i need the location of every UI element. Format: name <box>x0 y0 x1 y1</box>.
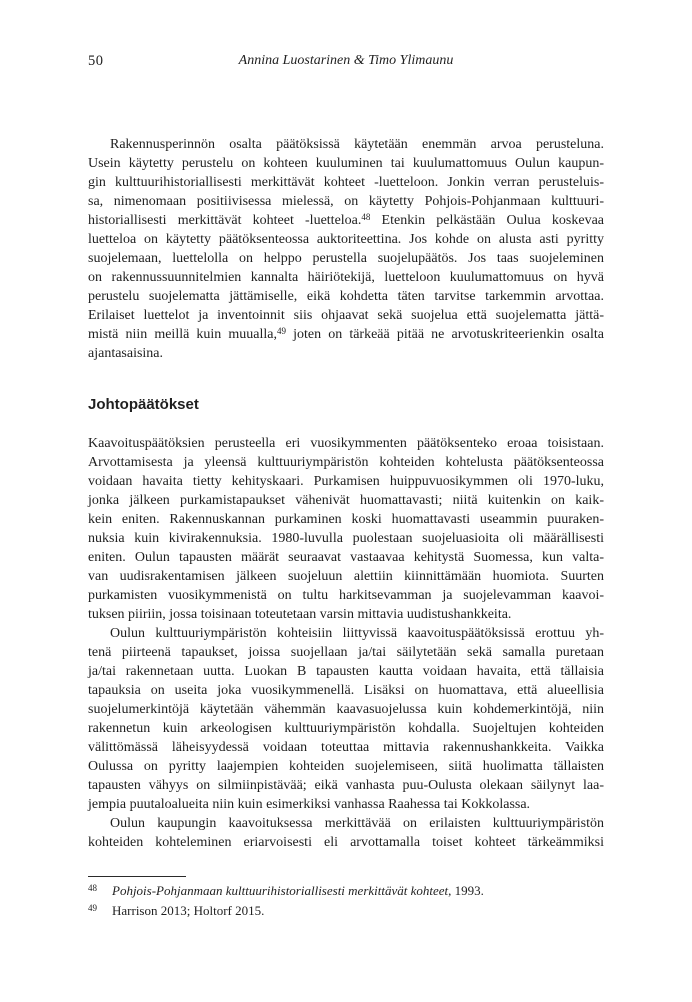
footnote <box>88 901 604 921</box>
text-line: Kaavoituspäätöksien perusteella eri vuosikymmenten päätöksenteko eroaa toisistaan. <box>88 436 604 451</box>
paragraph <box>88 814 604 852</box>
running-title: Annina Luostarinen & Timo Ylimaunu <box>238 53 454 68</box>
paragraph <box>88 434 604 624</box>
text-line: luetteloa on käytetty päätöksenteossa auktoriteettina. Jos kohde on alusta asti pyritty <box>88 232 604 247</box>
text-line: tapausten vähyys on silmiinpistävää; eikä vanhasta puu-Oulusta olekaan säilynyt laa- <box>88 778 604 793</box>
section-heading: Johtopäätökset <box>88 396 199 413</box>
text-line: kein eniten. Rakennuskannan purkaminen koski huomattavasti useammin puuraken- <box>88 512 604 527</box>
text-line: Erilaiset luettelot ja inventoinnit siis ohjaavat sekä suojelua että suojelematta jättä- <box>88 308 604 323</box>
body-text <box>88 135 604 852</box>
footnote-number: 48 <box>88 883 97 893</box>
text-line: ja/tai rakennetaan uutta. Luokan B tapausten kautta voidaan havaita, että tällaisia <box>88 664 604 679</box>
footnote-text: Pohjois-Pohjanmaan kulttuurihistoriallisesti merkittävät kohteet, 1993. <box>112 883 484 898</box>
footnote-number: 49 <box>88 903 97 913</box>
text-line: nuksia kuin kivirakennuksia. 1980-luvulla puolestaan suojeluasioita oli määrällisesti <box>88 531 604 546</box>
text-line: tapauksia on useita joka vuosikymmenellä. Lisäksi on huomattava, että alueellisia <box>88 683 604 698</box>
text-line: purkamisten vuosikymmenistä on tultu harkitsevamman ja suojelevamman kaavoi- <box>88 588 604 603</box>
page-header <box>88 52 604 70</box>
text-line: on rakennussuunnitelmien kannalta häiriötekijä, luetteloon kuulumattomuus on hyvä <box>88 270 604 285</box>
text-line: perustelu suojelematta jättämiselle, eikä kohdetta täten tarvitse tarkemmin arvottaa. <box>88 289 604 304</box>
text-line: suojelumerkintöjä käytetään vähemmän kaavasuojelussa kuin kohdemerkintöjä, niin <box>88 702 604 717</box>
page-number: 50 <box>88 53 104 69</box>
text-line: kohteiden kohteleminen eriarvoisesti eli arvottamalla toiset kohteet tärkeämmiksi <box>88 835 604 850</box>
text-line: Oulun kaupungin kaavoituksessa merkittävää on erilaisten kulttuuriympäristön <box>110 816 604 831</box>
text-line: rakennetun kuin arkeologisen kulttuuriympäristön kohdalla. Suojeltujen kohteiden <box>88 721 604 736</box>
text-line: välittömässä läheisyydessä voidaan toteuttaa mittavia rakennushankkeita. Vaikka <box>88 740 604 755</box>
text-line: Usein käytetty perustelu on kohteen kuuluminen tai kuulumattomuus Oulun kaupun- <box>88 156 604 171</box>
footnote <box>88 881 604 901</box>
text-line: Oulussa on pyritty laajempien kohteiden suojelemiseen, siitä huolimatta tällaisten <box>88 759 604 774</box>
footnote-separator <box>88 876 186 877</box>
paragraph <box>88 135 604 363</box>
text-line: gin kulttuurihistoriallisesti merkittävät kohteet -luetteloon. Jonkin verran perusteluis- <box>88 175 604 190</box>
footnote-marker: 49 <box>277 326 287 336</box>
text-line: sa, nimenomaan positiivisessa mielessä, on käytetty Pohjois-Pohjanmaan kulttuuri- <box>88 194 604 209</box>
text-line: eniten. Oulun tapausten määrät seuraavat vastaavaa kehitystä Suomessa, kun valta- <box>88 550 604 565</box>
text-line: voidaan havaita tietty kehityskaari. Purkamisen huippuvuosikymmen oli 1970-luku, <box>88 474 604 489</box>
text-line: Oulun kulttuuriympäristön kohteisiin liittyvissä kaavoituspäätöksissä erottuu yh- <box>110 626 604 641</box>
footnotes <box>88 881 604 921</box>
paragraph <box>88 624 604 814</box>
text-line: Arvottamisesta ja yleensä kulttuuriympäristön kohteiden kohtelusta päätöksenteossa <box>88 455 604 470</box>
text-line: jonka jälkeen purkamistapaukset vähenivät huomattavasti; niitä kuitenkin on kaik- <box>88 493 604 508</box>
text-line: van uudisrakentamisen jälkeen suojeluun alettiin kiinnittämään huomiota. Suurten <box>88 569 604 584</box>
text-line: tuksen piiriin, jossa toisinaan toteutetaan varsin mittavia uudistushankkeita. <box>88 607 512 622</box>
text-line: suojelemaan, luettelolla on helppo perustella suojelupäätös. Jos taas suojeleminen <box>88 251 604 266</box>
footnote-marker: 48 <box>361 212 371 222</box>
text-line: tenä piirteenä tapaukset, joissa suojellaan ja/tai säilytetään sekä samalla puretaan <box>88 645 604 660</box>
text-line: historiallisesti merkittävät kohteet -luetteloa.$^{48}$ Etenkin pelkästään Oulua koskevaa <box>88 212 605 228</box>
text-line: ajantasaisina. <box>88 346 164 361</box>
text-line: mistä niin meillä kuin muualla,$^{49}$ joten on tärkeää pitää ne arvotuskriteerienkin osalta <box>88 326 604 342</box>
footnote-text: Harrison 2013; Holtorf 2015. <box>112 903 265 918</box>
text-line: Rakennusperinnön osalta päätöksissä käytetään enemmän arvoa perusteluna. <box>110 137 604 152</box>
text-line: jempia puutaloalueita niin kuin esimerkiksi vanhassa Raahessa tai Kokkolassa. <box>88 797 531 812</box>
